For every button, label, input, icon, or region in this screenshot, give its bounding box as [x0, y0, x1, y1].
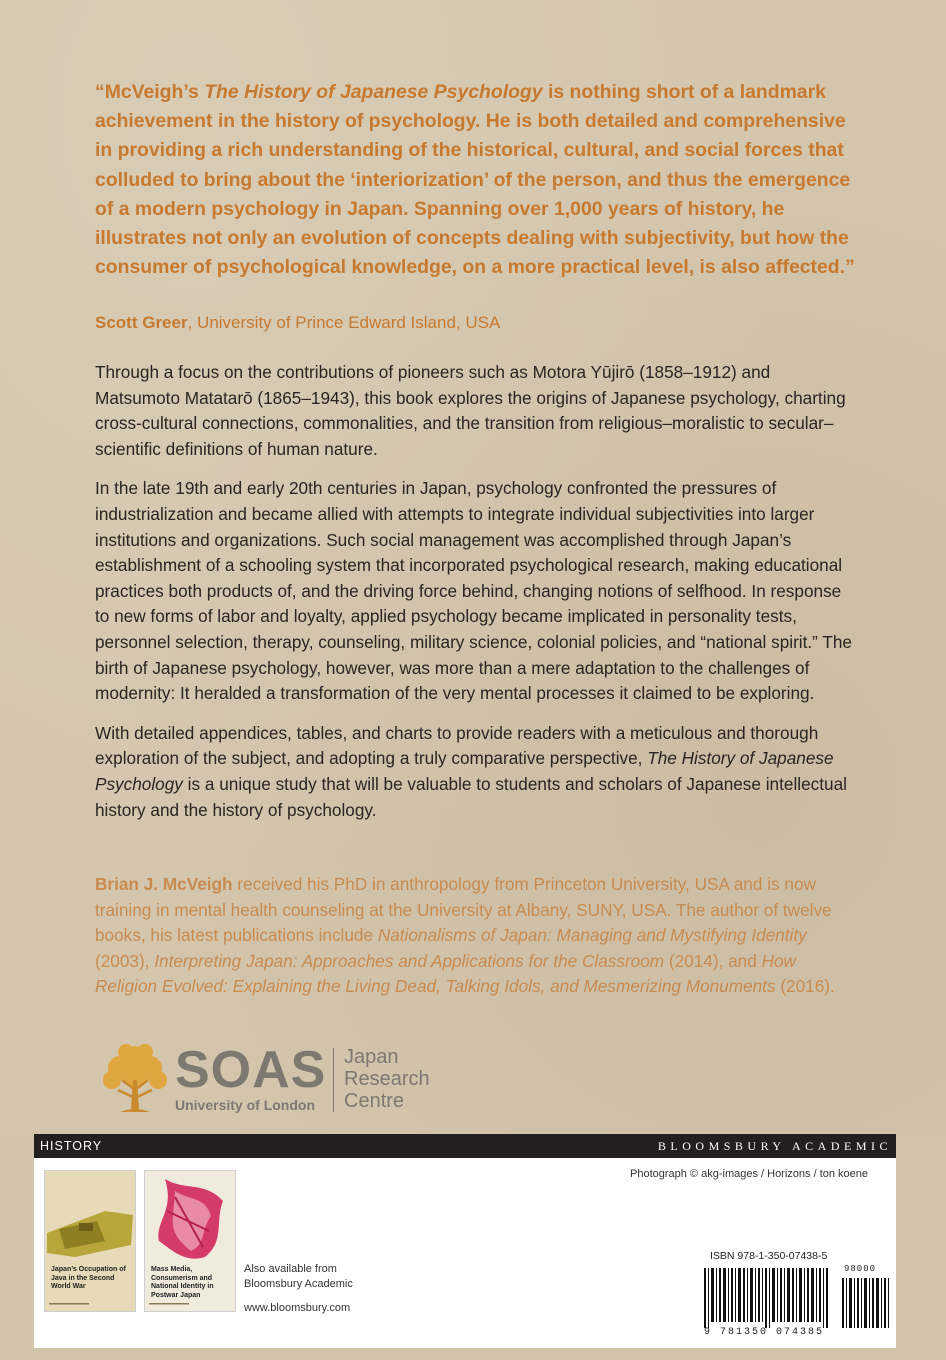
description-paragraph-2: In the late 19th and early 20th centuries in Japan, psychology confronted the pressures of industrialization and became allied with attempts to integrate individual subjectivities into larger institutions and organizations. Such social management was accomplished through Japan’s establishment of a schooling system that incorporated psychological research, making educational practices both products of, and the driving force behind, changing notions of selfhood. In response to new forms of labor and loyalty, applied psychology became implicated in personality tests, personnel selection, therapy, counseling, military science, colonial policies, and “national spirit.” The birth of Japanese psychology, however, was more than a mere adaptation to the challenges of modernity: It heralded a transformation of the very mental processes it claimed to be exploring. [95, 478, 852, 704]
also-available-line2: Bloomsbury Academic [244, 1278, 353, 1290]
barcode-addon-digits: 98000 [844, 1264, 877, 1274]
description-p3-title: The History of Japanese Psychology [95, 748, 834, 794]
isbn-label: ISBN 978-1-350-07438-5 [710, 1250, 828, 1262]
author-bio-text1: received his PhD in anthropology from Princeton University, USA and is now training in mental health counseling at the University at Albany, SUNY, USA. The author of twelve books, his latest publications include [95, 874, 832, 945]
barcode-digits: 9 781350 074385 [704, 1327, 825, 1338]
also-available-line1: Also available from [244, 1263, 337, 1275]
soas-logo [100, 1040, 450, 1118]
related-book-cover-2 [144, 1170, 236, 1312]
logo-divider [333, 1048, 334, 1112]
tree-icon [100, 1040, 170, 1118]
quote-attribution-name: Scott Greer [95, 313, 188, 332]
description-paragraph-3 [95, 721, 855, 823]
quote-attribution-affiliation: , University of Prince Edward Island, USA [187, 313, 501, 332]
footer-bar [34, 1134, 896, 1158]
logo-centre-line1: Japan [344, 1046, 399, 1068]
description-p3-before: With detailed appendices, tables, and charts to provide readers with a meticulous and thorough exploration of the subject, and adopting a truly comparative perspective, [95, 722, 819, 769]
description-p3-after: is a unique study that will be valuable to students and scholars of Japanese intellectual history and the history of psychology. [95, 773, 847, 820]
quote-part2: is nothing short of a landmark achievement in the history of psychology. He is both detailed and comprehensive in providing a rich understanding of the historical, cultural, and social forces that colluded to bring about the ‘interiorization’ of the person, and thus the emergence of a modern psychology in Japan. Spanning over 1,000 years of history, he illustrates not only an evolution of concepts dealing with subjectivity, but how the consumer of psychological knowledge, on a more practical level, is also affected.” [95, 81, 855, 279]
related-book-cover-1 [44, 1170, 136, 1312]
logo-centre-line2: Research [344, 1068, 430, 1090]
also-available [244, 1262, 353, 1292]
book-description [95, 360, 855, 837]
footer-category: HISTORY [40, 1139, 103, 1153]
endorsement-quote [95, 78, 855, 282]
related-book-title-2: Mass Media, Consumerism and National Identity in Postwar Japan [151, 1266, 214, 1299]
author-bio [95, 872, 855, 1000]
logo-subtitle: University of London [175, 1097, 315, 1113]
author-bio-text4: (2016). [775, 976, 835, 996]
author-bio-text3: (2014), and [664, 950, 762, 971]
quote-part1: “McVeigh’s [95, 81, 205, 103]
barcode [698, 1264, 898, 1334]
logo-wordmark: SOAS [175, 1041, 327, 1099]
author-book3: How Religion Evolved: Explaining the Living Dead, Talking Idols, and Mesmerizing Monuments [95, 950, 796, 996]
publisher-website[interactable]: www.bloomsbury.com [244, 1302, 351, 1314]
footer-publisher: BLOOMSBURY ACADEMIC [657, 1139, 892, 1153]
author-name: Brian J. McVeigh [95, 874, 233, 894]
quote-attribution [95, 313, 500, 333]
author-bio-text2: (2003), [95, 950, 155, 971]
quote-book-title: The History of Japanese Psychology [204, 81, 543, 103]
author-book2: Interpreting Japan: Approaches and Applications for the Classroom [154, 950, 665, 971]
author-book1: Nationalisms of Japan: Managing and Mystifying Identity [377, 925, 807, 945]
footer-panel [34, 1158, 896, 1348]
description-paragraph-1: Through a focus on the contributions of pioneers such as Motora Yūjirō (1858–1912) and Matsumoto Matatarō (1865–1943), this book explores the origins of Japanese psychology, charting cross-cultural connections, commonalities, and the transition from religious–moralistic to secular–scientific definitions of human nature. [95, 362, 846, 459]
logo-centre-line3: Centre [344, 1090, 405, 1112]
logo-centre-name [344, 1046, 430, 1112]
photo-credit: Photograph © akg-images / Horizons / ton koene [630, 1168, 869, 1180]
related-book-title-1: Japan’s Occupation of Java in the Second World War [51, 1266, 126, 1290]
